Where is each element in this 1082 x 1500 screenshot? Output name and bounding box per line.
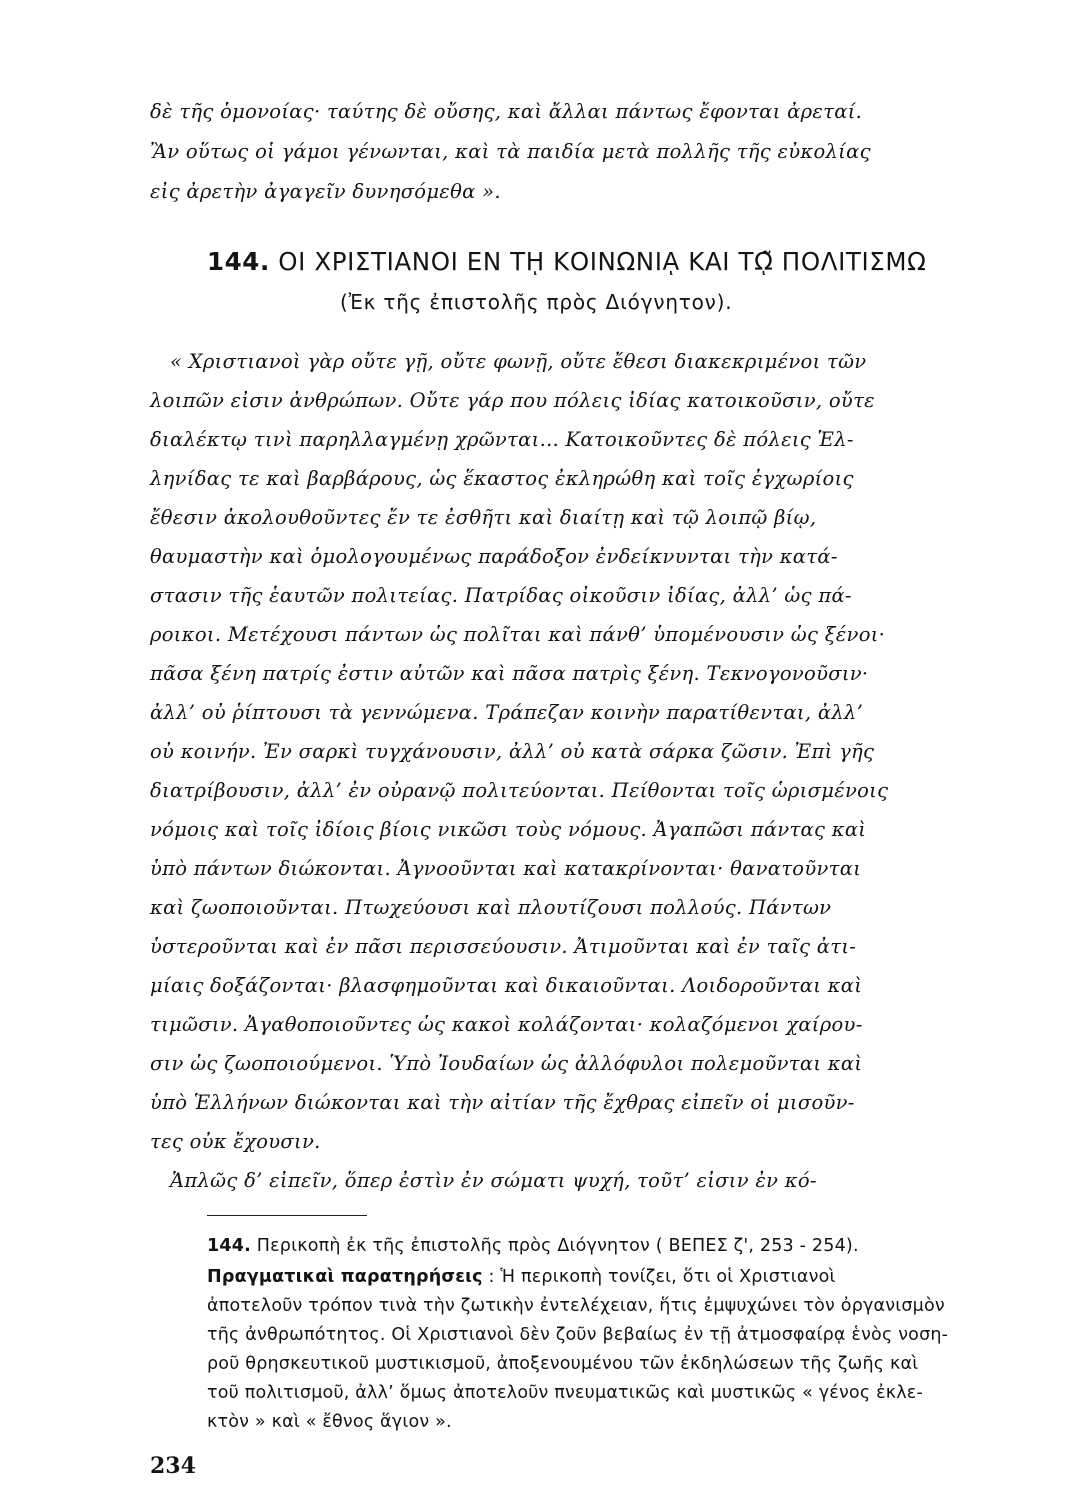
footnote-source-text: Περικοπὴ ἐκ τῆς ἐπιστολῆς πρὸς Διόγνητον ( ΒΕΠΕΣ ζ', 253 - 254). <box>256 1236 859 1256</box>
text-line: καὶ ζωοποιοῦνται. Πτωχεύουσι καὶ πλουτίζουσι πολλούς. Πάντων <box>150 896 832 919</box>
text-line: εἰς ἀρετὴν ἀγαγεῖν δυνησόμεθα ». <box>150 180 501 203</box>
text-line: δὲ τῆς ὁμονοίας· ταύτης δὲ οὔσης, καὶ ἄλλαι πάντως ἔφονται ἀρεταί. <box>150 100 863 123</box>
text-line: ἀλλ’ οὐ ῥίπτουσι τὰ γεννώμενα. Τράπεζαν κοινὴν παρατίθενται, ἀλλ’ <box>150 701 864 724</box>
footnote-line: τοῦ πολιτισμοῦ, ἀλλ’ ὅμως ἀποτελοῦν πνευματικῶς καὶ μυστικῶς « γένος ἐκλε- <box>207 1383 923 1403</box>
footnote-label-sep: : <box>488 1267 495 1287</box>
footnote-label: Πραγματικαὶ παρατηρήσεις <box>207 1267 483 1287</box>
footnote-line <box>207 1267 836 1287</box>
page-number: 234 <box>150 1453 196 1479</box>
text-line: ληνίδας τε καὶ βαρβάρους, ὡς ἕκαστος ἐκληρώθη καὶ τοῖς ἐγχωρίοις <box>150 467 854 490</box>
text-line: μίαις δοξάζονται· βλασφημοῦνται καὶ δικαιοῦνται. Λοιδοροῦνται καὶ <box>150 974 863 997</box>
text-line: τες οὐκ ἔχουσιν. <box>150 1130 321 1153</box>
text-line: « Χριστιανοὶ γὰρ οὔτε γῇ, οὔτε φωνῇ, οὔτε ἔθεσι διακεκριμένοι τῶν <box>170 350 867 373</box>
text-line: οὐ κοινήν. Ἐν σαρκὶ τυγχάνουσιν, ἀλλ’ οὐ κατὰ σάρκα ζῶσιν. Ἐπὶ γῆς <box>150 740 875 763</box>
text-line: θαυμαστὴν καὶ ὁμολογουμένως παράδοξον ἐνδείκνυνται τὴν κατά- <box>150 545 838 568</box>
text-line: διατρίβουσιν, ἀλλ’ ἐν οὐρανῷ πολιτεύονται. Πείθονται τοῖς ὡρισμένοις <box>150 779 889 802</box>
footnote-rule <box>207 1215 367 1216</box>
footnote-number: 144. <box>207 1236 251 1256</box>
footnote-text: Ἡ περικοπὴ τονίζει, ὅτι οἱ Χριστιανοὶ <box>500 1267 836 1287</box>
footnote-line: ροῦ θρησκευτικοῦ μυστικισμοῦ, ἀποξενουμένου τῶν ἐκδηλώσεων τῆς ζωῆς καὶ <box>207 1354 919 1374</box>
footnote-line: ἀποτελοῦν τρόπον τινὰ τὴν ζωτικὴν ἐντελέχειαν, ἥτις ἐμψυχώνει τὸν ὀργανισμὸν <box>207 1296 945 1316</box>
text-line: Ἁπλῶς δ’ εἰπεῖν, ὅπερ ἐστὶν ἐν σώματι ψυχή, τοῦτ’ εἰσιν ἐν κό- <box>170 1169 817 1192</box>
footnote-source <box>207 1236 859 1256</box>
footnote-line: τῆς ἀνθρωπότητος. Οἱ Χριστιανοὶ δὲν ζοῦν βεβαίως ἐν τῇ ἀτμοσφαίρᾳ ἑνὸς νοση- <box>207 1325 949 1345</box>
text-line: ροικοι. Μετέχουσι πάντων ὡς πολῖται καὶ πάνθ’ ὑπομένουσιν ὡς ξένοι· <box>150 623 886 646</box>
text-line: στασιν τῆς ἑαυτῶν πολιτείας. Πατρίδας οἰκοῦσιν ἰδίας, ἀλλ’ ὡς πά- <box>150 584 852 607</box>
footnote-line: κτὸν » καὶ « ἔθνος ἅγιον ». <box>207 1412 452 1432</box>
section-subtitle: (Ἐκ τῆς ἐπιστολῆς πρὸς Διόγνητον). <box>340 290 733 314</box>
text-line: ἔθεσιν ἀκολουθοῦντες ἔν τε ἐσθῆτι καὶ διαίτῃ καὶ τῷ λοιπῷ βίῳ, <box>150 506 817 529</box>
text-line: διαλέκτῳ τινὶ παρηλλαγμένῃ χρῶνται... Κατοικοῦντες δὲ πόλεις Ἑλ- <box>150 428 854 451</box>
text-line: ὑστεροῦνται καὶ ἐν πᾶσι περισσεύουσιν. Ἀτιμοῦνται καὶ ἐν ταῖς ἀτι- <box>150 935 857 958</box>
text-line: ὑπὸ πάντων διώκονται. Ἀγνοοῦνται καὶ κατακρίνονται· θανατοῦνται <box>150 857 862 880</box>
text-line: σιν ὡς ζωοποιούμενοι. Ὑπὸ Ἰουδαίων ὡς ἀλλόφυλοι πολεμοῦνται καὶ <box>150 1052 863 1075</box>
text-line: λοιπῶν εἰσιν ἀνθρώπων. Οὔτε γάρ που πόλεις ἰδίας κατοικοῦσιν, οὔτε <box>150 389 875 412</box>
section-number: 144. <box>207 247 270 276</box>
text-line: νόμοις καὶ τοῖς ἰδίοις βίοις νικῶσι τοὺς νόμους. Ἀγαπῶσι πάντας καὶ <box>150 818 867 841</box>
section-title: ΟΙ ΧΡΙΣΤΙΑΝΟΙ ΕΝ Τῌ ΚΟΙΝΩΝΙᾼ ΚΑΙ Τῼ͂ ΠΟΛΙΤΙΣΜΩ <box>278 247 927 276</box>
section-heading <box>207 247 926 276</box>
text-line: τιμῶσιν. Ἀγαθοποιοῦντες ὡς κακοὶ κολάζονται· κολαζόμενοι χαίρου- <box>150 1013 863 1036</box>
text-line: Ἂν οὕτως οἱ γάμοι γένωνται, καὶ τὰ παιδία μετὰ πολλῆς τῆς εὐκολίας <box>150 140 871 163</box>
text-line: πᾶσα ξένη πατρίς ἐστιν αὐτῶν καὶ πᾶσα πατρὶς ξένη. Τεκνογονοῦσιν· <box>150 662 869 685</box>
text-line: ὑπὸ Ἑλλήνων διώκονται καὶ τὴν αἰτίαν τῆς ἔχθρας εἰπεῖν οἱ μισοῦν- <box>150 1091 855 1114</box>
